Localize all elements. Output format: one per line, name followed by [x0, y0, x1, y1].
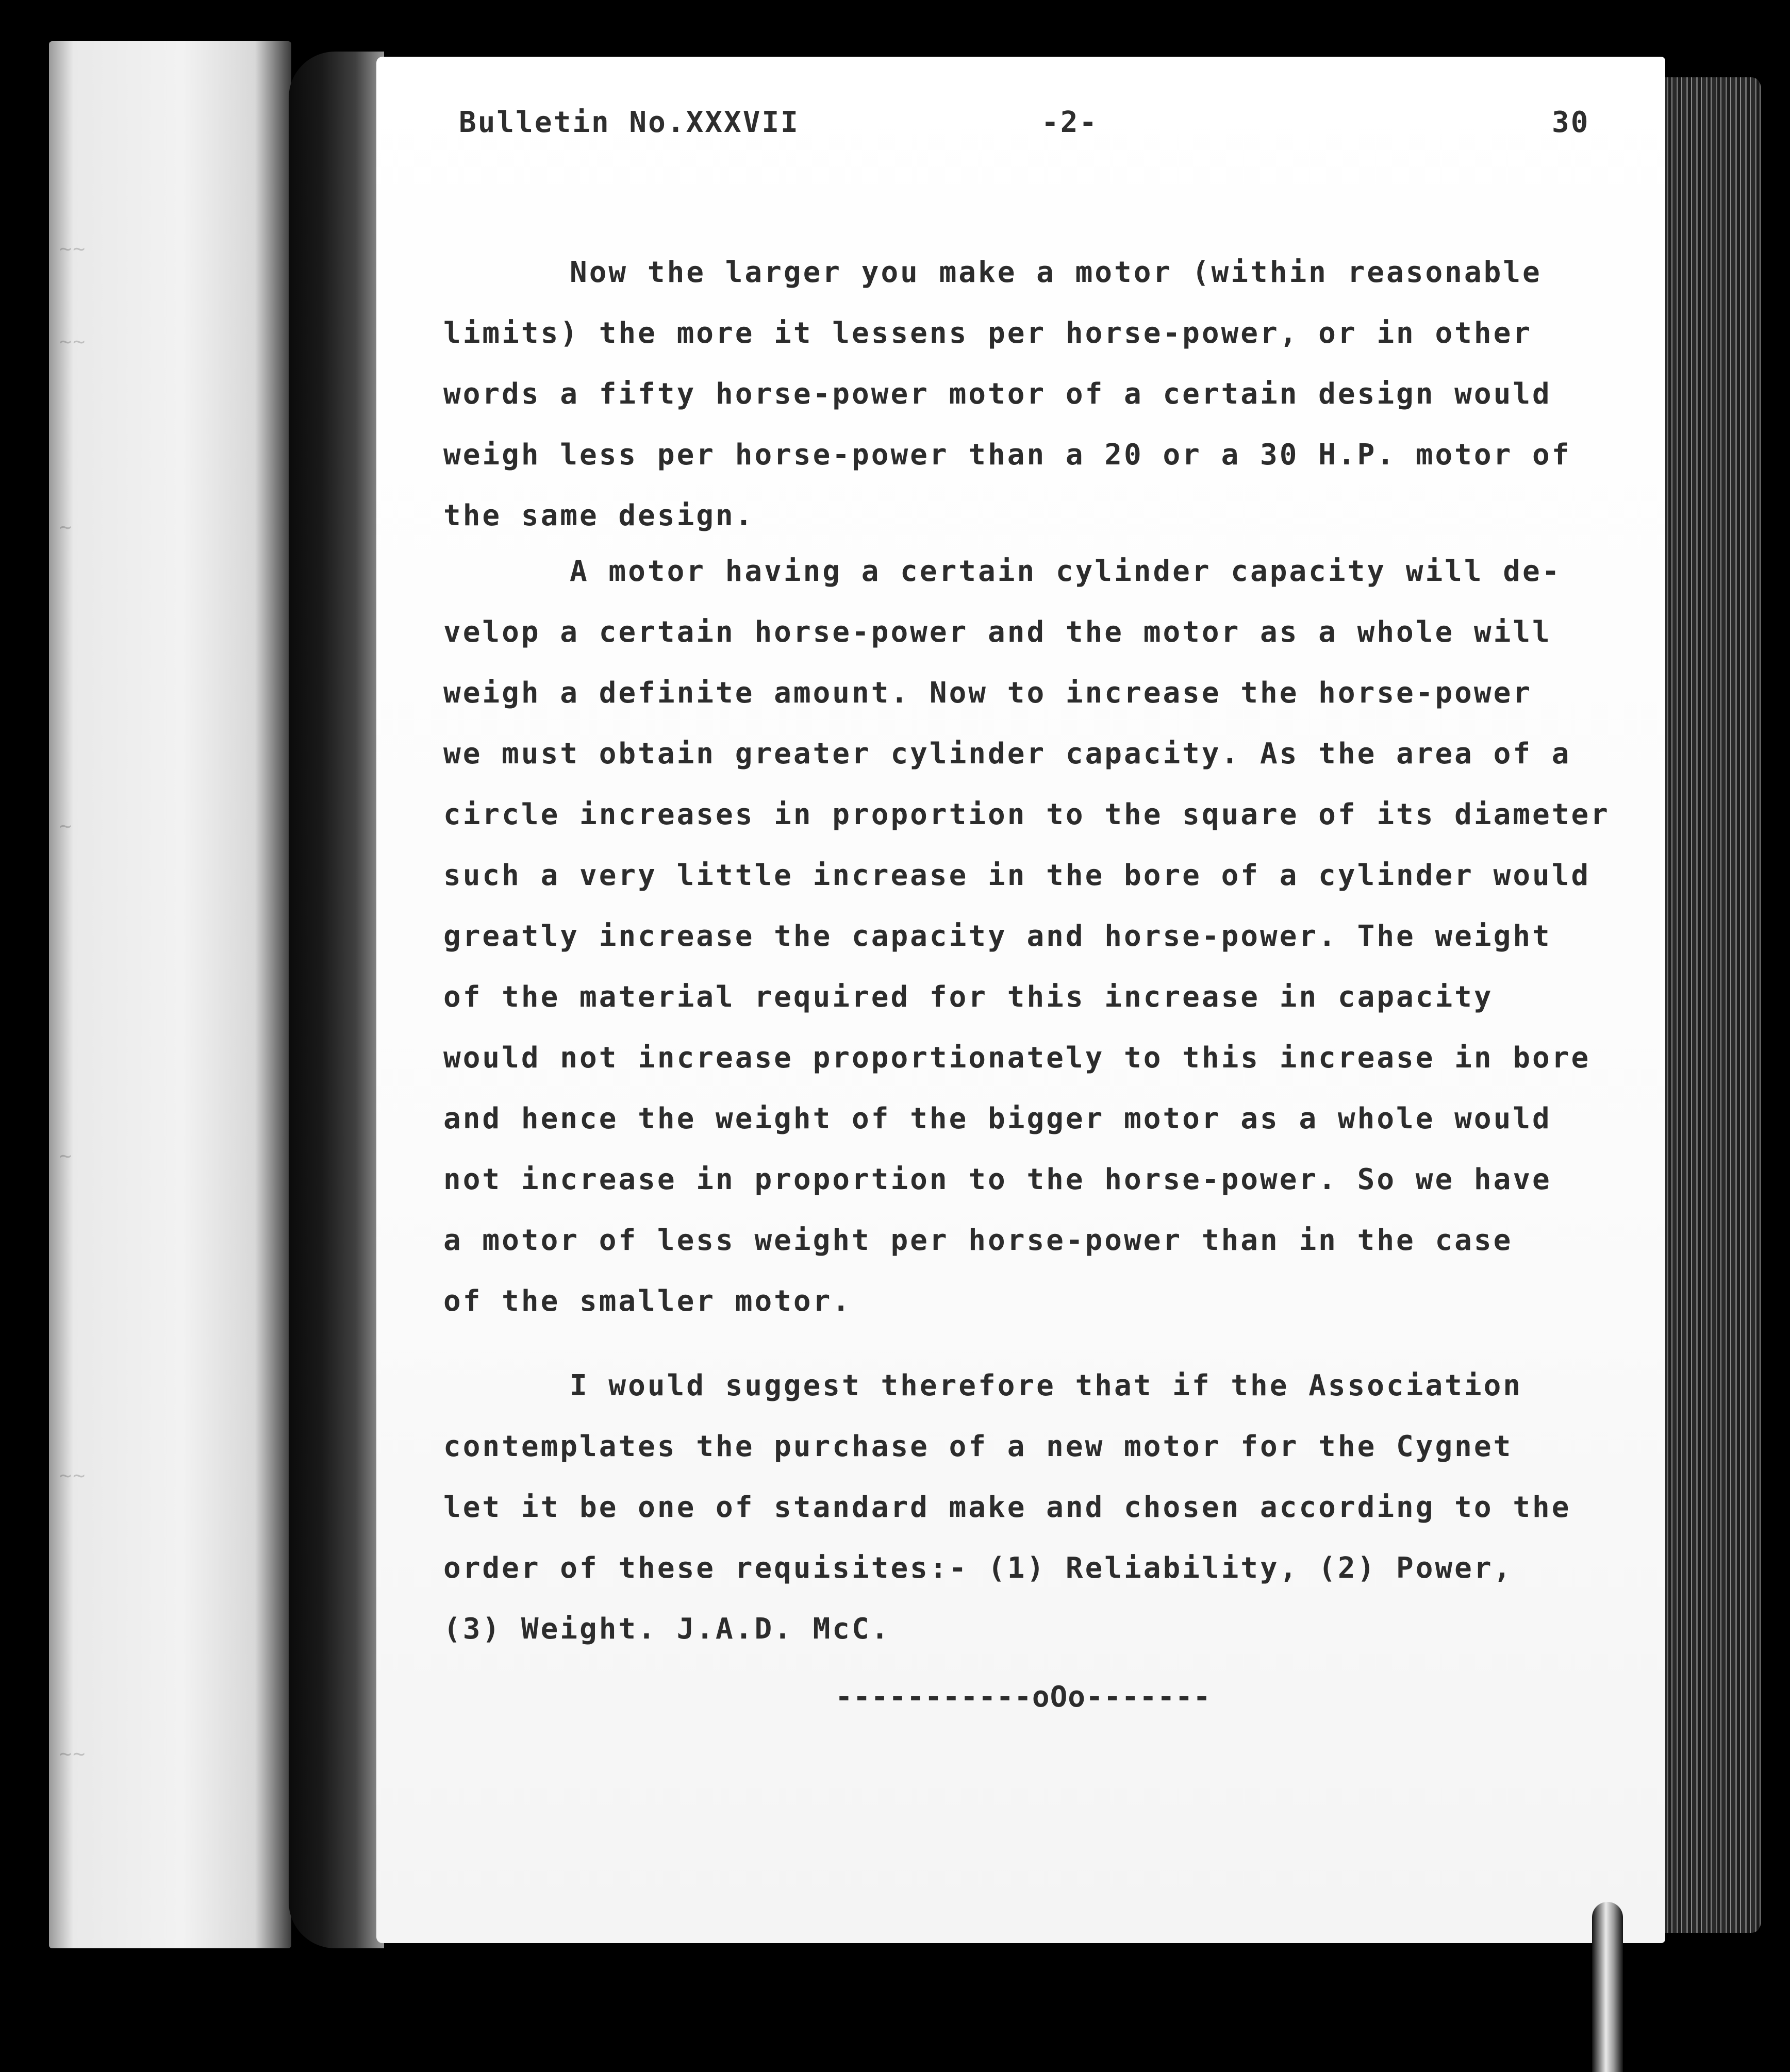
folio-number: 30 [1552, 106, 1590, 139]
page-edges [1663, 77, 1761, 1933]
text-line: circle increases in proportion to the square of its diameter [443, 798, 1610, 831]
text-line: weigh less per horse-power than a 20 or a 30 H.P. motor of [443, 438, 1571, 472]
text-line: would not increase proportionately to this increase in bore [443, 1041, 1591, 1075]
text-line: a motor of less weight per horse-power than in the case [443, 1224, 1513, 1257]
paragraph-3 [443, 1356, 1571, 1660]
pen-tip [1592, 1902, 1623, 2072]
signature-line: (3) Weight. J.A.D. McC. [443, 1612, 891, 1646]
bleed-through-text: ~ [59, 814, 73, 838]
text-line: of the material required for this increase in capacity [443, 980, 1494, 1014]
bleed-through-text: ~~ [59, 1742, 87, 1766]
text-line: not increase in proportion to the horse-power. So we have [443, 1163, 1552, 1196]
bleed-through-text: ~~ [59, 330, 87, 354]
text-line: words a fifty horse-power motor of a certain design would [443, 377, 1552, 411]
text-line: velop a certain horse-power and the motor as a whole will [443, 615, 1552, 649]
bleed-through-text: ~~ [59, 237, 87, 261]
text-line: limits) the more it lessens per horse-power, or in other [443, 316, 1533, 350]
text-line: of the smaller motor. [443, 1284, 852, 1318]
bleed-through-text: ~ [59, 1144, 73, 1168]
bleed-through-text: ~ [59, 515, 73, 539]
section-separator: -----------oOo------- [835, 1680, 1212, 1714]
paragraph-2 [443, 541, 1610, 1332]
paragraph-1 [443, 242, 1571, 546]
book-gutter-shadow [289, 52, 384, 1948]
text-line: Now the larger you make a motor (within reasonable [570, 256, 1542, 289]
text-line: A motor having a certain cylinder capacity will de- [570, 555, 1562, 588]
text-line: order of these requisites:- (1) Reliability, (2) Power, [443, 1551, 1513, 1585]
text-line: let it be one of standard make and chosen according to the [443, 1491, 1571, 1524]
text-line: I would suggest therefore that if the Association [570, 1369, 1523, 1402]
text-line: weigh a definite amount. Now to increase the horse-power [443, 676, 1533, 710]
text-line: such a very little increase in the bore of a cylinder would [443, 859, 1591, 892]
page-marker: -2- [1041, 106, 1099, 139]
text-line: contemplates the purchase of a new motor for the Cygnet [443, 1430, 1513, 1463]
text-line: we must obtain greater cylinder capacity. As the area of a [443, 737, 1571, 771]
bleed-through-text: ~~ [59, 1464, 87, 1488]
bulletin-number: Bulletin No.XXXVII [459, 106, 800, 139]
text-line: the same design. [443, 499, 755, 532]
previous-page-edge [49, 41, 291, 1948]
text-line: greatly increase the capacity and horse-power. The weight [443, 920, 1552, 953]
text-line: and hence the weight of the bigger motor as a whole would [443, 1102, 1552, 1135]
